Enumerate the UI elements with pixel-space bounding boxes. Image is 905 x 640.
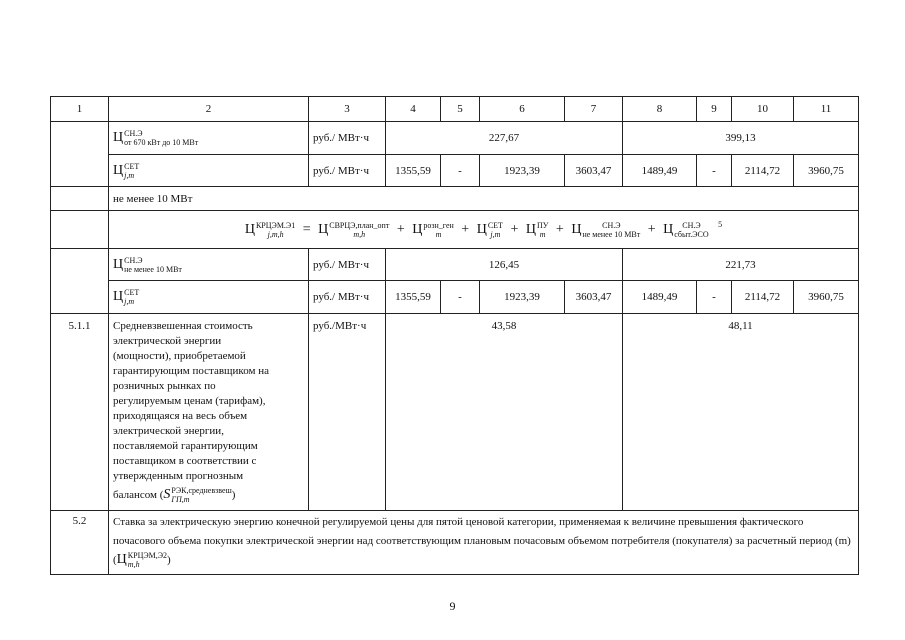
symbol-sub: m — [539, 229, 546, 239]
symbol-sup: СН.Э — [124, 255, 143, 265]
symbol-sub: j,m — [124, 297, 135, 306]
symbol-base: Ц — [113, 130, 124, 146]
symbol-cell — [109, 249, 309, 281]
symbol-cell — [109, 155, 309, 187]
symbol-sup: СН.Э — [682, 220, 701, 230]
symbol-sub: j,m — [490, 229, 501, 239]
description-line: гарантирующим поставщиком на — [113, 365, 269, 377]
unit-cell: руб./ МВт·ч — [309, 249, 386, 281]
table-row — [51, 122, 859, 155]
table-row — [51, 281, 859, 314]
description-line — [113, 486, 304, 504]
symbol-base: Ц — [113, 256, 124, 272]
value-cell: 126,45 — [386, 249, 623, 281]
symbol-sub: m — [435, 229, 442, 239]
header-row — [51, 97, 859, 122]
value-cell: 43,58 — [386, 314, 623, 511]
symbol-sup: КРЦЭМ.Э1 — [255, 220, 296, 230]
value-cell: - — [697, 281, 732, 314]
symbol-cell — [109, 281, 309, 314]
value-cell: 2114,72 — [732, 281, 794, 314]
section-heading: не менее 10 МВт — [109, 187, 859, 211]
description-line: регулируемым ценам (тарифам), — [113, 395, 266, 407]
symbol-sup: СН.Э — [602, 220, 621, 230]
plus-sign: + — [510, 221, 519, 237]
symbol-cell — [109, 122, 309, 155]
symbol-sub: не менее 10 МВт — [124, 264, 182, 274]
symbol-krcem-e2: Ц КРЦЭМ,Э2 m,h — [116, 551, 168, 569]
table-row — [51, 155, 859, 187]
header-cell: 9 — [697, 97, 732, 122]
header-cell: 5 — [441, 97, 480, 122]
table-row — [51, 187, 859, 211]
description-line: поставщиком в соответствии с — [113, 455, 257, 467]
symbol-set — [113, 289, 139, 304]
unit-cell: руб./МВт·ч — [309, 314, 386, 511]
symbol-sub: от 670 кВт до 10 МВт — [124, 138, 199, 147]
value-cell: 2114,72 — [732, 155, 794, 187]
formula-row — [51, 211, 859, 249]
symbol-sub: j,m — [124, 170, 135, 180]
symbol-sn-10 — [113, 257, 182, 272]
description-line: (мощности), приобретаемой — [113, 350, 246, 362]
formula-term: Ц СВРЦЭ,план_опт m,h — [318, 220, 390, 239]
plus-sign: + — [555, 221, 564, 237]
unit-cell: руб./ МВт·ч — [309, 122, 386, 155]
unit-cell: руб./ МВт·ч — [309, 281, 386, 314]
tariff-table — [50, 96, 859, 575]
symbol-sup: СЕТ — [124, 288, 140, 297]
header-cell: 11 — [794, 97, 859, 122]
footnote-marker: 5 — [718, 220, 723, 230]
symbol-sub: m,h — [353, 229, 366, 239]
description-cell — [109, 314, 309, 511]
description-line: поставляемой гарантирующим — [113, 440, 258, 452]
value-cell: 1923,39 — [480, 281, 565, 314]
value-cell: 3960,75 — [794, 155, 859, 187]
description-line: Средневзвешенная стоимость — [113, 320, 253, 332]
symbol-set — [113, 163, 139, 178]
header-cell: 6 — [480, 97, 565, 122]
symbol-sup: розн_ген — [423, 220, 454, 230]
description-line: приходящаяся на весь объем — [113, 410, 248, 422]
empty-cell — [51, 249, 109, 314]
symbol-sup: СН.Э — [124, 129, 143, 138]
symbol-sub: сбыт.ЭСО — [674, 229, 709, 239]
formula-term: Ц ПУ m — [525, 220, 549, 239]
text-fragment: ) — [231, 489, 236, 502]
symbol-s — [163, 487, 231, 502]
header-cell: 1 — [51, 97, 109, 122]
header-cell: 3 — [309, 97, 386, 122]
value-cell: 3603,47 — [565, 281, 623, 314]
row-number: 5.1.1 — [51, 314, 109, 511]
symbol-sup: КРЦЭМ,Э2 — [127, 551, 168, 560]
value-cell: 1489,49 — [623, 281, 697, 314]
plus-sign: + — [461, 221, 470, 237]
row-number: 5.2 — [51, 511, 109, 575]
formula-lhs: Ц КРЦЭМ.Э1 j,m,h — [244, 220, 296, 239]
table-row — [51, 314, 859, 511]
header-cell: 4 — [386, 97, 441, 122]
symbol-base: S — [163, 487, 171, 503]
value-cell: 1355,59 — [386, 281, 441, 314]
symbol-sn-670 — [113, 130, 198, 145]
value-cell: 227,67 — [386, 122, 623, 155]
formula-term: Ц СЕТ j,m — [476, 220, 503, 239]
description-cell — [109, 511, 859, 575]
header-cell: 2 — [109, 97, 309, 122]
description-line: электрической энергии, — [113, 425, 224, 437]
formula-term: Ц розн_ген m — [412, 220, 454, 239]
table-row — [51, 249, 859, 281]
value-cell: 3960,75 — [794, 281, 859, 314]
symbol-sup: СЕТ — [124, 161, 140, 171]
value-cell: 1489,49 — [623, 155, 697, 187]
plus-sign: + — [647, 221, 656, 237]
value-cell: - — [441, 155, 480, 187]
equals-sign: = — [302, 221, 311, 237]
header-cell: 7 — [565, 97, 623, 122]
value-cell: 1355,59 — [386, 155, 441, 187]
empty-cell — [51, 211, 109, 249]
formula — [109, 211, 859, 249]
value-cell: 399,13 — [623, 122, 859, 155]
symbol-sub: не менее 10 МВт — [582, 229, 641, 239]
description-line: розничных рынках по — [113, 380, 216, 392]
header-cell: 8 — [623, 97, 697, 122]
unit-cell: руб./ МВт·ч — [309, 155, 386, 187]
description-line: электрической энергии — [113, 335, 222, 347]
value-cell: 48,11 — [623, 314, 859, 511]
symbol-sup: РЭК,средневзвеш — [171, 486, 232, 495]
header-cell: 10 — [732, 97, 794, 122]
value-cell: - — [697, 155, 732, 187]
value-cell: 3603,47 — [565, 155, 623, 187]
symbol-sub: m,h — [127, 560, 140, 569]
formula-term: Ц СН.Э сбыт.ЭСО — [663, 220, 709, 239]
symbol-sub: j,m,h — [267, 229, 284, 239]
symbol-base: Ц — [113, 162, 124, 178]
formula-term: Ц СН.Э не менее 10 МВт — [571, 220, 641, 239]
symbol-sub: ГП,m — [171, 495, 190, 504]
text-fragment: балансом ( — [113, 489, 164, 502]
page-number: 9 — [449, 599, 456, 613]
symbol-sup: СЕТ — [487, 220, 503, 230]
value-cell: 1923,39 — [480, 155, 565, 187]
description-line: утвержденным прогнозным — [113, 470, 244, 482]
description-text: Ставка за электрическую энергию конечной регулируемой цены для пятой ценовой категории, применяемая к величине превышения фактического почасового объема покупки электрической энергии над соответствующим плановым почасовым объемом потребителя (покупателя) за расчетный период (m) ( — [113, 516, 851, 567]
empty-cell — [51, 187, 109, 211]
symbol-sup: СВРЦЭ,план_опт — [329, 220, 390, 230]
symbol-base: Ц — [113, 289, 124, 305]
value-cell: 221,73 — [623, 249, 859, 281]
symbol-sup: ПУ — [536, 220, 549, 230]
plus-sign: + — [396, 221, 405, 237]
table-row — [51, 511, 859, 575]
empty-cell — [51, 122, 109, 187]
text-fragment: ) — [167, 554, 171, 567]
value-cell: - — [441, 281, 480, 314]
